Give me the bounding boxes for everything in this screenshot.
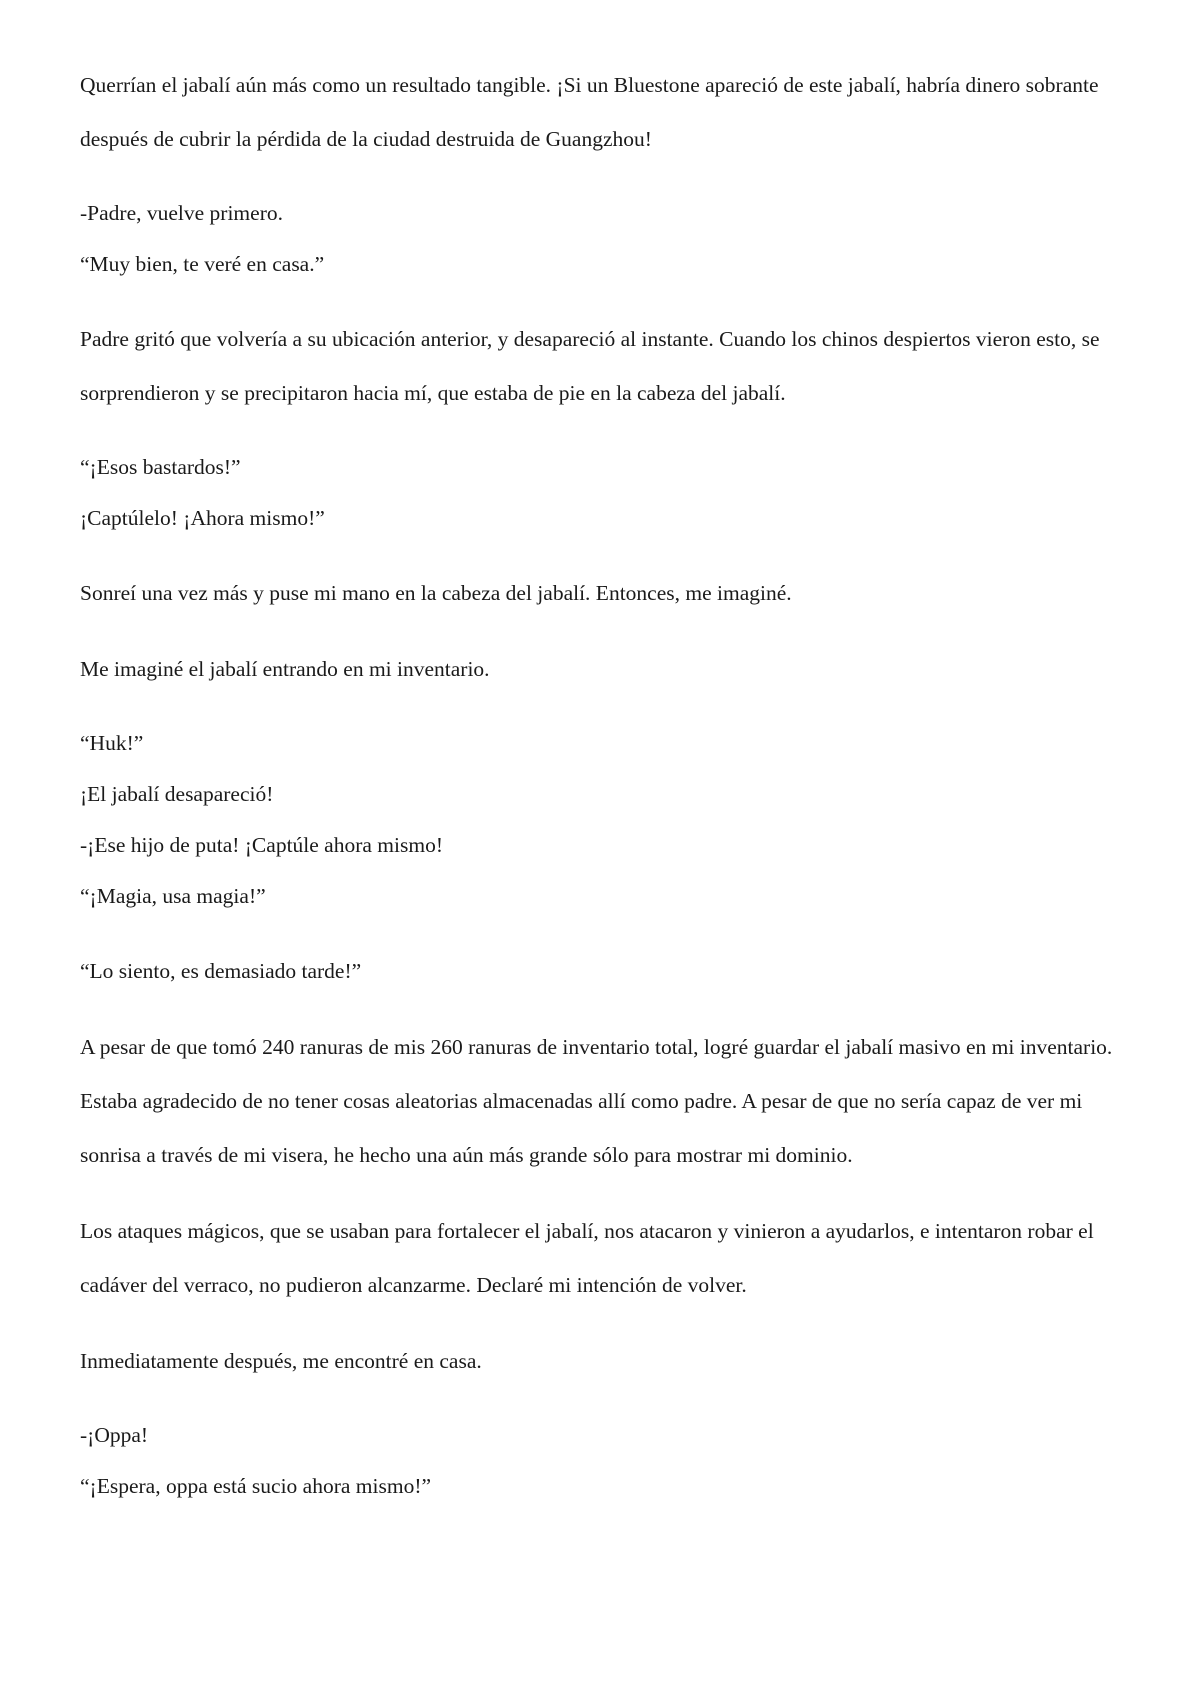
dialogue-block (80, 718, 1120, 922)
dialogue-block (80, 188, 1120, 290)
dialogue-line: “¡Espera, oppa está sucio ahora mismo!” (80, 1474, 432, 1498)
paragraph: Inmediatamente después, me encontré en casa. (80, 1349, 482, 1373)
dialogue-line: -¡Ese hijo de puta! ¡Captúle ahora mismo! (80, 833, 444, 857)
paragraph: Los ataques mágicos, que se usaban para fortalecer el jabalí, nos atacaron y vinieron a ayudarlos, e intentaron robar el cadáver del verraco, no pudieron alcanzarme. Declaré mi intención de volver. (80, 1219, 1094, 1297)
paragraph: Querrían el jabalí aún más como un resultado tangible. ¡Si un Bluestone apareció de este jabalí, habría dinero sobrante después de cubrir la pérdida de la ciudad destruida de Guangzhou! (80, 73, 1099, 151)
document-page (80, 58, 1120, 1512)
dialogue-line: -¡Oppa! (80, 1423, 149, 1447)
paragraph: A pesar de que tomó 240 ranuras de mis 260 ranuras de inventario total, logré guardar el jabalí masivo en mi inventario. Estaba agradecido de no tener cosas aleatorias almacenadas allí como padre. A pesar de que no sería capaz de ver mi sonrisa a través de mi visera, he hecho una aún más grande sólo para mostrar mi dominio. (80, 1035, 1113, 1167)
dialogue-line: “¡Esos bastardos!” (80, 455, 241, 479)
dialogue-block (80, 1410, 1120, 1512)
paragraph: Padre gritó que volvería a su ubicación anterior, y desapareció al instante. Cuando los chinos despiertos vieron esto, se sorprendieron y se precipitaron hacia mí, que estaba de pie en la cabeza del jabalí. (80, 327, 1100, 405)
dialogue-line: “¡Magia, usa magia!” (80, 884, 266, 908)
dialogue-line: ¡El jabalí desapareció! (80, 782, 274, 806)
paragraph: Me imaginé el jabalí entrando en mi inventario. (80, 657, 490, 681)
dialogue-line: ¡Captúlelo! ¡Ahora mismo!” (80, 506, 325, 530)
dialogue-block (80, 442, 1120, 544)
dialogue-line: “Huk!” (80, 731, 144, 755)
paragraph: Sonreí una vez más y puse mi mano en la cabeza del jabalí. Entonces, me imaginé. (80, 581, 792, 605)
paragraph: “Lo siento, es demasiado tarde!” (80, 959, 362, 983)
dialogue-line: “Muy bien, te veré en casa.” (80, 252, 325, 276)
dialogue-line: -Padre, vuelve primero. (80, 201, 283, 225)
